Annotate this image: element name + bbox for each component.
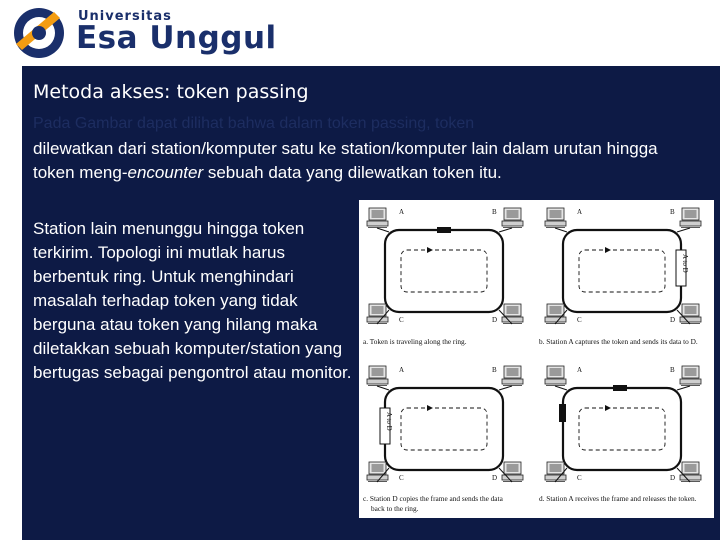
paragraph-1-part-2: sebuah data yang dilewatkan token itu. [203, 163, 502, 182]
station-label-a: A [399, 366, 405, 374]
ring-c [385, 388, 503, 470]
data-frame-label: A to D [681, 254, 689, 273]
data-frame-label: A to D [385, 412, 393, 431]
computer-icon [502, 366, 523, 386]
faint-text-line: Pada Gambar dapat dilihat bahwa dalam token passing, token [33, 115, 475, 132]
ring-b [563, 230, 681, 312]
connector-line [499, 228, 512, 232]
computer-icon [680, 366, 701, 386]
token-path-arrow-c [427, 405, 433, 411]
computer-icon [545, 462, 566, 482]
station-label-c: C [399, 316, 404, 324]
token-path-arrow-b [605, 247, 611, 253]
token-path-a [401, 250, 487, 292]
brand-top: Universitas [78, 9, 172, 24]
token-path-d [579, 408, 665, 450]
computer-icon [502, 304, 523, 324]
brand-name: Esa Unggul [76, 20, 277, 56]
computer-icon [367, 366, 388, 386]
paragraph-1-part-1: dilewatkan dari station/komputer satu ke station/komputer lain dalam urutan hingga token meng- [33, 139, 658, 182]
header [0, 0, 720, 66]
token-marker [437, 227, 451, 233]
caption-d: d. Station A receives the frame and releases the token. [539, 494, 697, 503]
connector-line [499, 386, 512, 390]
station-label-a: A [577, 366, 583, 374]
station-label-d: D [492, 474, 498, 482]
token-ring-figure [359, 200, 714, 518]
ring-d [563, 388, 681, 470]
station-label-b: B [670, 208, 675, 216]
connector-line [555, 228, 567, 232]
caption-a: a. Token is traveling along the ring. [363, 337, 467, 346]
token-path-arrow-d [605, 405, 611, 411]
university-logo-icon [10, 6, 68, 60]
station-label-c: C [399, 474, 404, 482]
paragraph-1-italic: encounter [127, 163, 204, 182]
station-label-a: A [577, 208, 583, 216]
connector-line [377, 228, 389, 232]
computer-icon [545, 366, 566, 386]
station-label-a: A [399, 208, 405, 216]
station-label-d: D [492, 316, 498, 324]
caption-b: b. Station A captures the token and sends its data to D. [539, 337, 698, 346]
station-label-d: D [670, 474, 676, 482]
caption-c: c. Station D copies the frame and sends the data [363, 494, 503, 503]
computer-icon [680, 462, 701, 482]
computer-icon [367, 208, 388, 228]
computer-icon [502, 208, 523, 228]
token-path-b [579, 250, 665, 292]
computer-icon [367, 462, 388, 482]
token-marker [613, 385, 627, 391]
connector-line [677, 386, 690, 390]
paragraph-1 [33, 137, 673, 185]
computer-icon [545, 208, 566, 228]
station-label-b: B [492, 366, 497, 374]
slide-title: Metoda akses: token passing [33, 81, 309, 103]
computer-icon [502, 462, 523, 482]
caption-c-line-2: back to the ring. [371, 504, 419, 513]
computer-icon [680, 208, 701, 228]
ring-a [385, 230, 503, 312]
connector-line [377, 386, 389, 390]
paragraph-2: Station lain menunggu hingga token terkirim. Topologi ini mutlak harus berbentuk ring. Untuk menghindari masalah terhadap token yang tidak berguna atau token yang hilang maka diletakkan sebuah komputer/station yang bertugas sebagai pengontrol atau monitor. [33, 219, 352, 382]
station-label-d: D [670, 316, 676, 324]
station-label-c: C [577, 316, 582, 324]
connector-line [677, 228, 690, 232]
station-label-c: C [577, 474, 582, 482]
token-ring-diagram [359, 200, 714, 518]
connector-line [555, 386, 567, 390]
computer-icon [680, 304, 701, 324]
token-path-arrow-a [427, 247, 433, 253]
computer-icon [367, 304, 388, 324]
station-label-b: B [670, 366, 675, 374]
token-path-c [401, 408, 487, 450]
computer-icon [545, 304, 566, 324]
station-label-b: B [492, 208, 497, 216]
